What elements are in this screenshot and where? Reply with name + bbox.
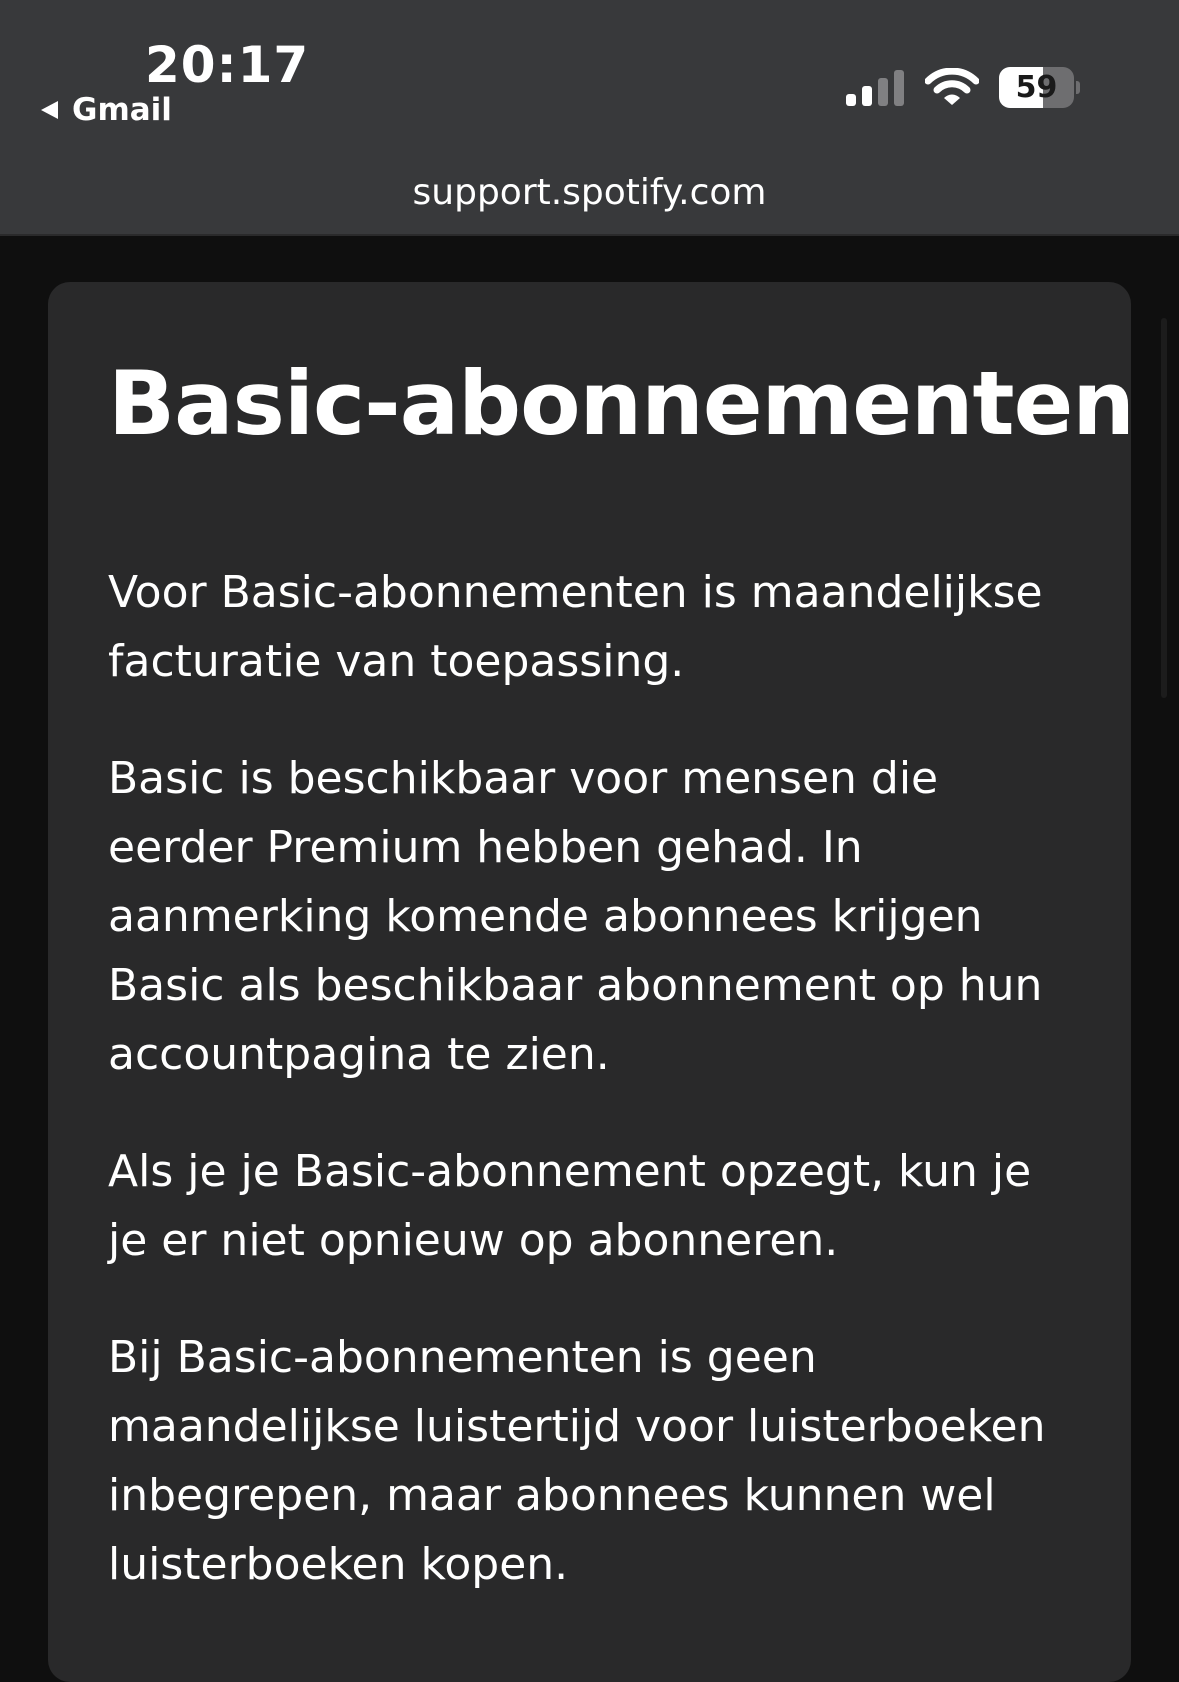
paragraph-cancellation: Als je je Basic-abonnement opzegt, kun je je er niet opnieuw op abonneren. — [108, 1146, 1032, 1266]
battery-icon — [999, 67, 1074, 108]
battery-tip — [1076, 81, 1080, 94]
url-bar[interactable]: support.spotify.com — [412, 172, 767, 213]
paragraph-availability: Basic is beschikbaar voor mensen die eerder Premium hebben gehad. In aanmerking komende abonnees krijgen Basic als beschikbaar abonnement op hun accountpagina te zien. — [108, 753, 1043, 1080]
back-to-app-button[interactable] — [38, 92, 172, 128]
article-body — [108, 558, 1068, 1647]
back-app-label: Gmail — [72, 92, 172, 128]
status-time: 20:17 — [145, 36, 310, 94]
back-triangle-icon — [38, 99, 60, 121]
page-title: Basic-abonnementen — [108, 352, 1134, 455]
browser-chrome — [0, 0, 1179, 236]
wifi-icon — [925, 68, 979, 106]
page-scrollbar[interactable] — [1161, 318, 1167, 698]
cellular-signal-icon — [846, 70, 904, 106]
paragraph-audiobooks: Bij Basic-abonnementen is geen maandelijkse luistertijd voor luisterboeken inbegrepen, maar abonnees kunnen wel luisterboeken kopen. — [108, 1332, 1046, 1590]
article-card — [48, 282, 1134, 1682]
battery-level: 59 — [1015, 70, 1058, 105]
battery-indicator — [999, 67, 1079, 108]
paragraph-billing: Voor Basic-abonnementen is maandelijkse facturatie van toepassing. — [108, 567, 1043, 687]
